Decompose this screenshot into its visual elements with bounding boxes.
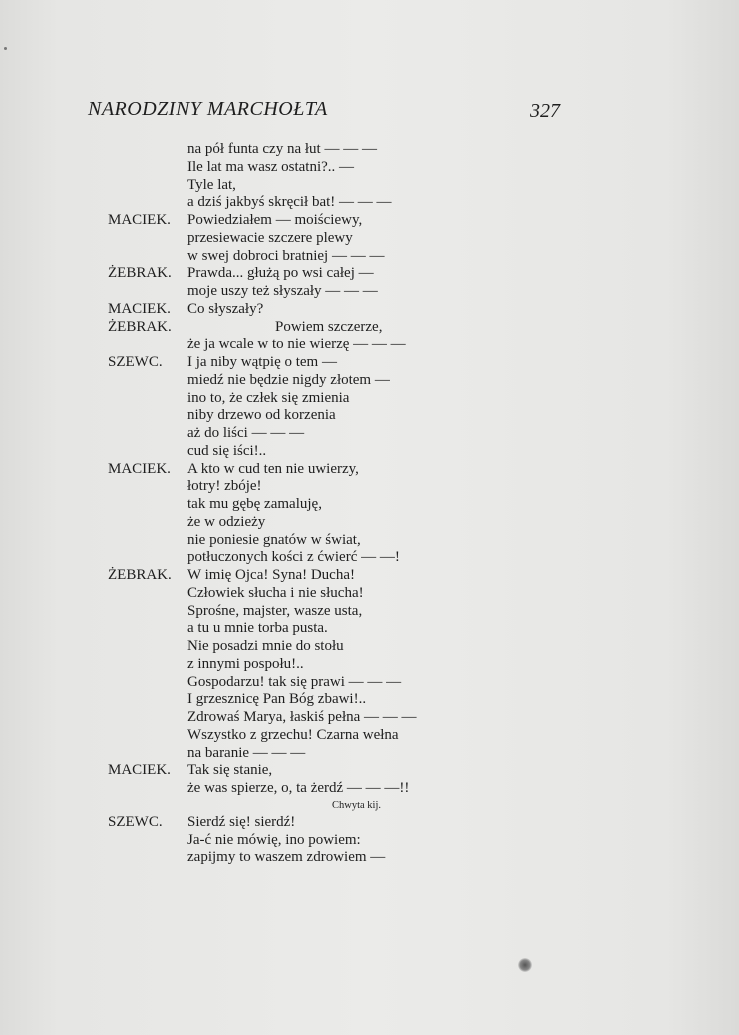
- verse-line: [108, 674, 528, 692]
- line-text: I grzesznicę Pan Bóg zbawi!..: [187, 691, 367, 708]
- line-text: moje uszy też słyszały — — —: [187, 283, 378, 299]
- verse-line: [108, 425, 528, 443]
- speaker-name: ŻEBRAK.: [108, 318, 172, 335]
- line-text: łotry! zbóje!: [187, 478, 262, 495]
- verse-line: [108, 478, 528, 496]
- speaker-name: [108, 336, 187, 354]
- speaker-name: [108, 656, 187, 674]
- line-text: Co słyszały?: [187, 300, 264, 317]
- line-text: Człowiek słucha i nie słucha!: [187, 584, 364, 601]
- speaker-name: SZEWC.: [108, 354, 163, 370]
- line-text: miedź nie będzie nigdy złotem —: [187, 371, 390, 388]
- speaker-name: [108, 849, 187, 867]
- verse-line: [108, 691, 528, 709]
- speaker-name: [108, 425, 187, 443]
- verse-line: [108, 248, 528, 266]
- line-text: Ile lat ma wasz ostatni?.. —: [187, 158, 355, 175]
- verse-line: [108, 814, 528, 832]
- line-text: Sprośne, majster, wasze usta,: [187, 602, 363, 619]
- speaker-name: [108, 532, 187, 550]
- line-text: nie poniesie gnatów w świat,: [187, 531, 361, 548]
- line-text: Tak się stanie,: [187, 762, 273, 779]
- speaker-name: [108, 780, 187, 798]
- speaker-name: [108, 549, 187, 567]
- verse-line: [108, 159, 528, 177]
- verse-line: [108, 283, 528, 301]
- verse-line: [108, 372, 528, 390]
- verse-line: [108, 496, 528, 514]
- ink-spot: [518, 958, 532, 972]
- verse-line: [108, 603, 528, 621]
- line-text: niby drzewo od korzenia: [187, 407, 336, 424]
- speaker-name: MACIEK.: [108, 762, 171, 779]
- line-text: że w odzieży: [187, 513, 266, 530]
- speaker-name: [108, 159, 187, 177]
- verse-line: [108, 319, 528, 337]
- speaker-name: SZEWC.: [108, 813, 163, 830]
- speaker-name: [108, 443, 187, 461]
- line-text: A kto w cud ten nie uwierzy,: [187, 460, 359, 477]
- line-text: zapijmy to waszem zdrowiem —: [187, 849, 386, 866]
- line-text: przesiewacie szczere plewy: [187, 229, 353, 246]
- line-text: na pół funta czy na łut — — —: [187, 141, 377, 157]
- line-text: Gospodarzu! tak się prawi — — —: [187, 673, 402, 690]
- speaker-name: [108, 372, 187, 390]
- verse-line: [108, 194, 528, 212]
- verse-line: [108, 549, 528, 567]
- line-text: w swej dobroci bratniej — — —: [187, 247, 385, 264]
- speaker-name: [108, 248, 187, 266]
- stage-direction: Chwyta kij.: [332, 799, 381, 811]
- line-text: Sierdź się! sierdź!: [187, 813, 296, 830]
- line-text: Tyle lat,: [187, 176, 236, 193]
- line-text: Nie posadzi mnie do stołu: [187, 638, 344, 654]
- speaker-name: [108, 745, 187, 763]
- verse-text: [108, 141, 528, 867]
- speaker-name: [108, 141, 187, 159]
- speaker-name: MACIEK.: [108, 460, 171, 477]
- line-text: Zdrowaś Marya, łaskiś pełna — — —: [187, 709, 417, 725]
- speaker-name: [108, 638, 187, 656]
- speaker-name: [108, 514, 187, 532]
- verse-line: [108, 620, 528, 638]
- verse-line: [108, 745, 528, 763]
- running-header: NARODZINY MARCHOŁTA: [88, 98, 328, 120]
- line-text: tak mu gębę zamaluję,: [187, 496, 322, 512]
- verse-line: [108, 727, 528, 745]
- line-text: cud się iści!..: [187, 442, 267, 459]
- speaker-name: [108, 496, 187, 514]
- line-text: że ja wcale w to nie wierzę — — —: [187, 336, 406, 353]
- speaker-name: [108, 283, 187, 301]
- verse-line: [108, 443, 528, 461]
- page-number: 327: [530, 100, 560, 122]
- speaker-name: [108, 230, 187, 248]
- verse-line: [108, 762, 528, 780]
- speaker-name: [108, 691, 187, 709]
- verse-line: [108, 336, 528, 354]
- speaker-name: [108, 390, 187, 408]
- verse-line: [108, 567, 528, 585]
- line-text: z innymi pospołu!..: [187, 655, 304, 672]
- verse-line: [108, 354, 528, 372]
- line-text: Prawda... głużą po wsi całej —: [187, 265, 374, 282]
- verse-line: [108, 141, 528, 159]
- verse-line: [108, 177, 528, 195]
- verse-line: [108, 514, 528, 532]
- verse-line: [108, 390, 528, 408]
- speaker-name: [108, 727, 187, 745]
- speaker-name: [108, 478, 187, 496]
- speaker-name: ŻEBRAK.: [108, 567, 172, 583]
- speaker-name: [108, 603, 187, 621]
- verse-line: [108, 849, 528, 867]
- speaker-name: MACIEK.: [108, 212, 171, 228]
- verse-line: [108, 230, 528, 248]
- verse-line: [108, 656, 528, 674]
- line-text: a tu u mnie torba pusta.: [187, 620, 328, 637]
- verse-line: [108, 212, 528, 230]
- speaker-name: [108, 407, 187, 425]
- verse-line: [108, 638, 528, 656]
- line-text: I ja niby wątpię o tem —: [187, 354, 337, 370]
- line-text: potłuczonych kości z ćwierć — —!: [187, 549, 400, 566]
- line-text: Powiem szczerze,: [275, 318, 383, 335]
- verse-line: [108, 709, 528, 727]
- verse-line: [108, 585, 528, 603]
- line-text: ino to, że człek się zmienia: [187, 389, 350, 406]
- verse-line: [108, 407, 528, 425]
- speaker-name: [108, 709, 187, 727]
- verse-line: [108, 301, 528, 319]
- scan-speck: [4, 47, 7, 50]
- line-text: W imię Ojca! Syna! Ducha!: [187, 567, 355, 583]
- speaker-name: [108, 194, 187, 212]
- speaker-name: [108, 620, 187, 638]
- speaker-name: [108, 832, 187, 850]
- speaker-name: [108, 177, 187, 195]
- verse-line: [108, 265, 528, 283]
- verse-line: [108, 532, 528, 550]
- speaker-name: [108, 674, 187, 692]
- line-text: a dziś jakbyś skręcił bat! — — —: [187, 194, 392, 211]
- line-text: że was spierze, o, ta żerdź — — —!!: [187, 780, 410, 796]
- verse-line: [108, 461, 528, 479]
- speaker-name: ŻEBRAK.: [108, 265, 172, 282]
- line-text: na baranie — — —: [187, 744, 306, 761]
- speaker-name: MACIEK.: [108, 300, 171, 317]
- line-text: aż do liści — — —: [187, 425, 305, 441]
- verse-line: [108, 832, 528, 850]
- line-text: Ja-ć nie mówię, ino powiem:: [187, 831, 361, 848]
- line-text: Wszystko z grzechu! Czarna wełna: [187, 726, 399, 743]
- line-text: Powiedziałem — moiściewy,: [187, 212, 363, 228]
- speaker-name: [108, 585, 187, 603]
- verse-line: [108, 780, 528, 798]
